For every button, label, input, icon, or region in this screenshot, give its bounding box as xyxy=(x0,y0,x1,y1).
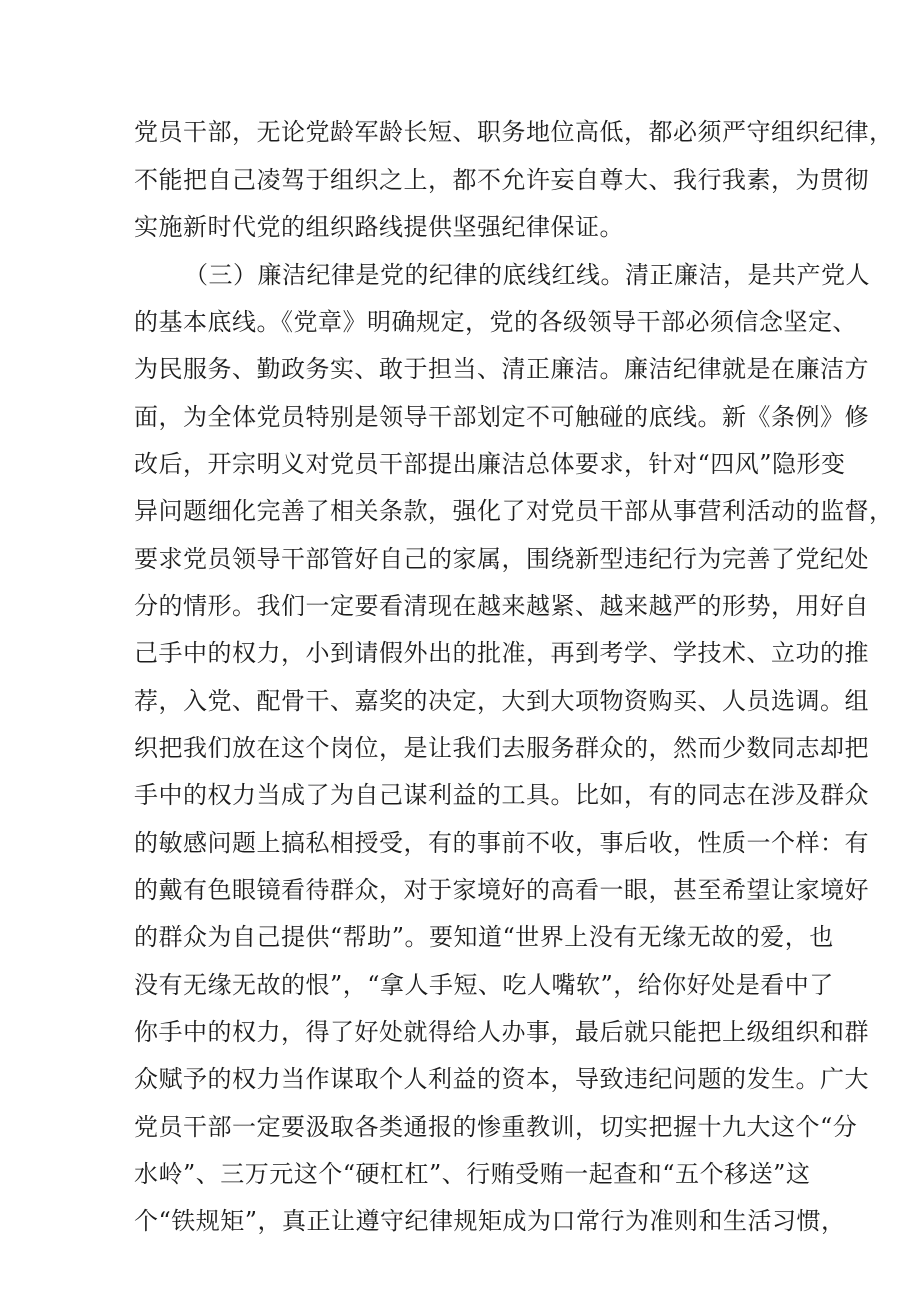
paragraph-heading-line: （三）廉洁纪律是党的纪律的底线红线。清正廉洁，是共产党人 xyxy=(184,261,870,289)
text-line: 异问题细化完善了相关条款，强化了对党员干部从事营利活动的监督， xyxy=(134,497,894,525)
text-line: 水岭”、三万元这个“硬杠杠”、行贿受贿一起查和“五个移送”这 xyxy=(134,1160,811,1188)
text-line: 的敏感问题上搞私相授受，有的事前不收，事后收，性质一个样：有 xyxy=(134,829,869,857)
text-line: 己手中的权力，小到请假外出的批准，再到考学、学技术、立功的推 xyxy=(134,639,869,667)
text-line: 不能把自己凌驾于组织之上，都不允许妄自尊大、我行我素，为贯彻 xyxy=(134,166,869,194)
text-line: 的基本底线。《党章》明确规定，党的各级领导干部必须信念坚定、 xyxy=(134,308,857,336)
text-line: 织把我们放在这个岗位，是让我们去服务群众的，然而少数同志却把 xyxy=(134,734,869,762)
text-line: 党员干部，无论党龄军龄长短、职务地位高低，都必须严守组织纪律， xyxy=(134,118,894,146)
text-line: 为民服务、勤政务实、敢于担当、清正廉洁。廉洁纪律就是在廉洁方 xyxy=(134,355,869,383)
text-line: 面，为全体党员特别是领导干部划定不可触碰的底线。新《条例》修 xyxy=(134,403,869,431)
text-line: 要求党员领导干部管好自己的家属，围绕新型违纪行为完善了党纪处 xyxy=(134,545,869,573)
text-line: 的群众为自己提供“帮助”。要知道“世界上没有无缘无故的爱，也 xyxy=(134,923,834,951)
text-line: 的戴有色眼镜看待群众，对于家境好的高看一眼，甚至希望让家境好 xyxy=(134,876,869,904)
text-line: 没有无缘无故的恨”，“拿人手短、吃人嘴软”，给你好处是看中了 xyxy=(134,971,834,999)
text-line: 荐，入党、配骨干、嘉奖的决定，大到大项物资购买、人员选调。组 xyxy=(134,687,869,715)
text-line: 手中的权力当成了为自己谋利益的工具。比如，有的同志在涉及群众 xyxy=(134,781,869,809)
text-line: 改后，开宗明义对党员干部提出廉洁总体要求，针对“四风”隐形变 xyxy=(134,450,846,478)
text-line: 你手中的权力，得了好处就得给人办事，最后就只能把上级组织和群 xyxy=(134,1018,869,1046)
text-line: 众赋予的权力当作谋取个人利益的资本，导致违纪问题的发生。广大 xyxy=(134,1065,869,1093)
text-line: 分的情形。我们一定要看清现在越来越紧、越来越严的形势，用好自 xyxy=(134,592,869,620)
text-line: 实施新时代党的组织路线提供坚强纪律保证。 xyxy=(134,213,624,241)
text-line: 党员干部一定要汲取各类通报的惨重教训，切实把握十九大这个“分 xyxy=(134,1113,858,1141)
text-line: 个“铁规矩”，真正让遵守纪律规矩成为口常行为准则和生活习惯， xyxy=(134,1207,846,1235)
